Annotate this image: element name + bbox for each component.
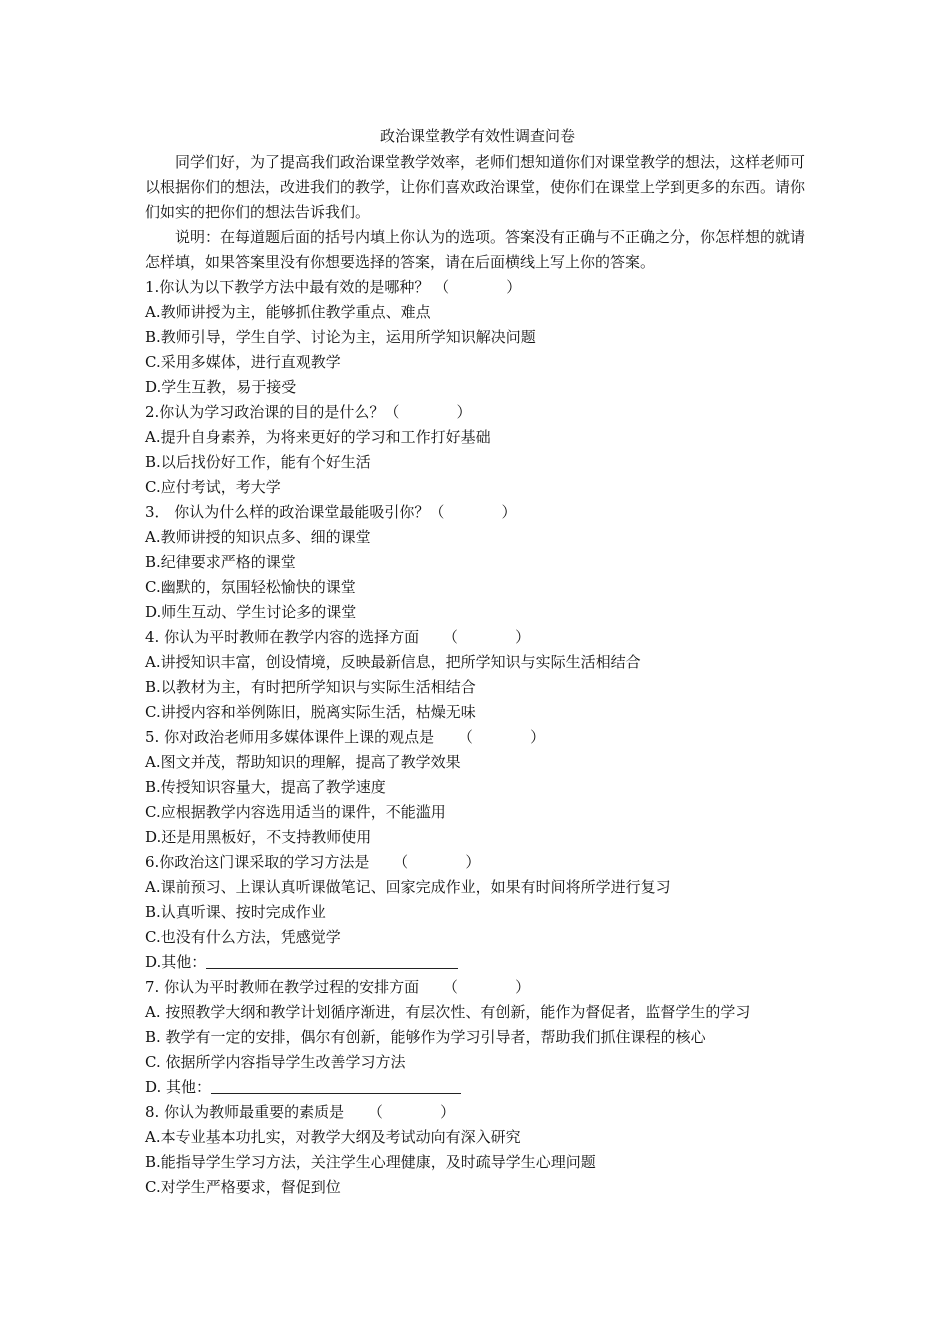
question-7-option-a: A. 按照教学大纲和教学计划循序渐进，有层次性、有创新，能作为督促者，监督学生的学习: [145, 1003, 751, 1021]
document-title: 政治课堂教学有效性调查问卷: [379, 127, 575, 145]
question-1-option-c: C.采用多媒体，进行直观教学: [145, 353, 341, 371]
answer-blank-line[interactable]: [206, 952, 458, 969]
question-1: 1.你认为以下教学方法中最有效的是哪种？ （ ）: [145, 278, 522, 296]
question-3-option-c: C.幽默的，氛围轻松愉快的课堂: [145, 578, 356, 596]
question-6-option-a: A.课前预习、上课认真听课做笔记、回家完成作业，如果有时间将所学进行复习: [145, 878, 671, 896]
question-5: 5. 你对政治老师用多媒体课件上课的观点是 （ ）: [145, 728, 546, 746]
question-7: 7. 你认为平时教师在教学过程的安排方面 （ ）: [145, 978, 531, 996]
question-4-option-b: B.以教材为主，有时把所学知识与实际生活相结合: [145, 678, 476, 696]
question-5-option-b: B.传授知识容量大，提高了教学速度: [145, 778, 386, 796]
question-8: 8. 你认为教师最重要的素质是 （ ）: [145, 1103, 456, 1121]
question-6-option-c: C.也没有什么方法，凭感觉学: [145, 928, 341, 946]
question-2-option-c: C.应付考试，考大学: [145, 478, 281, 496]
question-3-option-b: B.纪律要求严格的课堂: [145, 553, 296, 571]
question-7-option-b: B. 教学有一定的安排，偶尔有创新，能够作为学习引导者，帮助我们抓住课程的核心: [145, 1028, 706, 1046]
question-3: 3． 你认为什么样的政治课堂最能吸引你？（ ）: [145, 503, 517, 521]
question-1-option-a: A.教师讲授为主，能够抓住教学重点、难点: [145, 303, 431, 321]
question-7-option-d: D. 其他：: [145, 1078, 212, 1096]
question-8-option-a: A.本专业基本功扎实，对教学大纲及考试动向有深入研究: [145, 1128, 521, 1146]
question-1-option-b: B.教师引导，学生自学、讨论为主，运用所学知识解决问题: [145, 328, 536, 346]
question-4: 4. 你认为平时教师在教学内容的选择方面 （ ）: [145, 628, 531, 646]
question-1-option-d: D.学生互教，易于接受: [145, 378, 297, 396]
answer-blank-line[interactable]: [211, 1077, 461, 1094]
document-page: [145, 122, 810, 1200]
intro-paragraph: 同学们好，为了提高我们政治课堂教学效率，老师们想知道你们对课堂教学的想法，这样老师可以根据你们的想法，改进我们的教学，让你们喜欢政治课堂，使你们在课堂上学到更多的东西。请你们如实的把你们的想法告诉我们。: [145, 153, 806, 221]
question-4-option-a: A.讲授知识丰富，创设情境，反映最新信息，把所学知识与实际生活相结合: [145, 653, 641, 671]
question-5-option-c: C.应根据教学内容选用适当的课件，不能滥用: [145, 803, 446, 821]
question-8-option-c: C.对学生严格要求，督促到位: [145, 1178, 341, 1196]
question-5-option-d: D.还是用黑板好，不支持教师使用: [145, 828, 372, 846]
question-3-option-a: A.教师讲授的知识点多、细的课堂: [145, 528, 371, 546]
question-4-option-c: C.讲授内容和举例陈旧，脱离实际生活，枯燥无味: [145, 703, 476, 721]
question-6: 6.你政治这门课采取的学习方法是 （ ）: [145, 853, 481, 871]
question-6-option-d: D.其他：: [145, 953, 207, 971]
question-2-option-a: A.提升自身素养，为将来更好的学习和工作打好基础: [145, 428, 491, 446]
question-8-option-b: B.能指导学生学习方法，关注学生心理健康，及时疏导学生心理问题: [145, 1153, 596, 1171]
question-2: 2.你认为学习政治课的目的是什么？（ ）: [145, 403, 472, 421]
question-6-option-b: B.认真听课、按时完成作业: [145, 903, 326, 921]
question-7-option-d-row: [145, 1075, 810, 1100]
question-2-option-b: B.以后找份好工作，能有个好生活: [145, 453, 371, 471]
question-5-option-a: A.图文并茂，帮助知识的理解，提高了教学效果: [145, 753, 461, 771]
instructions-paragraph: 说明：在每道题后面的括号内填上你认为的选项。答案没有正确与不正确之分，你怎样想的就请怎样填，如果答案里没有你想要选择的答案，请在后面横线上写上你的答案。: [145, 228, 806, 271]
question-7-option-c: C. 依据所学内容指导学生改善学习方法: [145, 1053, 406, 1071]
question-6-option-d-row: [145, 950, 810, 975]
question-3-option-d: D.师生互动、学生讨论多的课堂: [145, 603, 357, 621]
